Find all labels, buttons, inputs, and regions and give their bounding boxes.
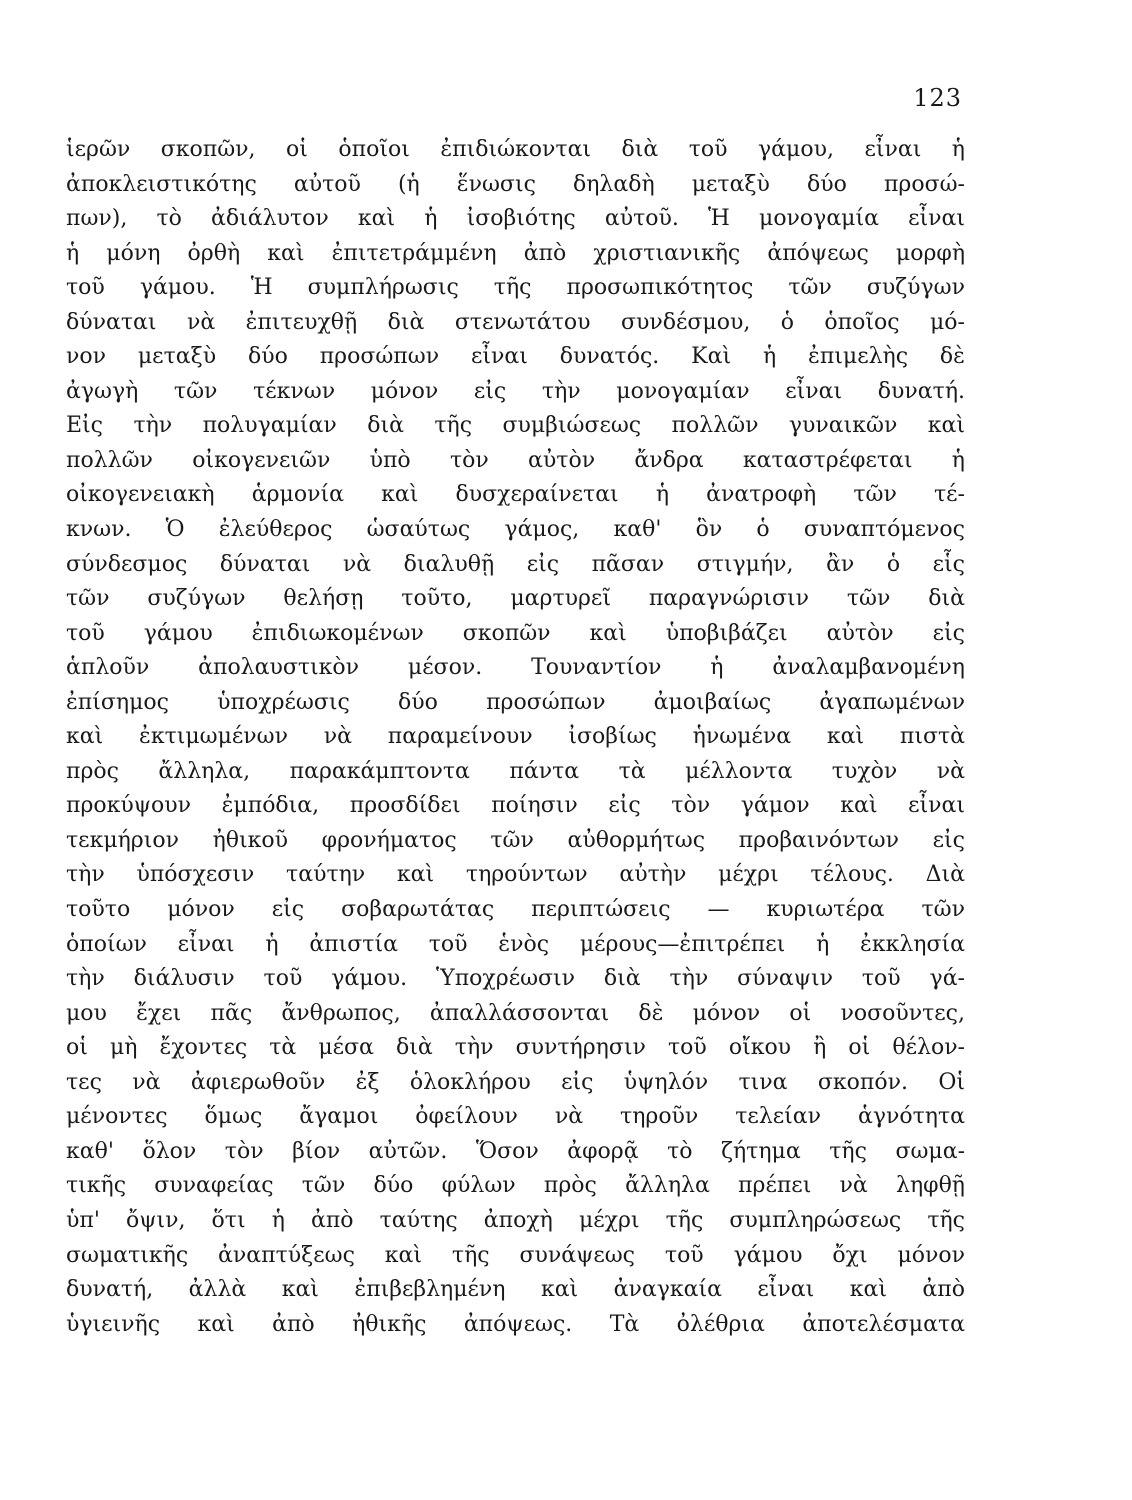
text-line: ἱερῶν σκοπῶν, οἱ ὁποῖοι ἐπιδιώκονται διὰ τοῦ γάμου, εἶναι ἡ	[66, 137, 965, 162]
text-line: τικῆς συναφείας τῶν δύο φύλων πρὸς ἄλληλα πρέπει νὰ ληφθῇ	[66, 1173, 965, 1199]
text-line: πων), τὸ ἀδιάλυτον καὶ ἡ ἰσοβιότης αὐτοῦ. Ἡ μονογαμία εἶναι	[66, 206, 965, 232]
text-line: πολλῶν οἰκογενειῶν ὑπὸ τὸν αὐτὸν ἄνδρα καταστρέφεται ἡ	[66, 447, 965, 473]
text-line: καὶ ἐκτιμωμένων νὰ παραμείνουν ἰσοβίως ἡνωμένα καὶ πιστὰ	[66, 724, 965, 750]
text-line: ἀποκλειστικότης αὐτοῦ (ἡ ἕνωσις δηλαδὴ μεταξὺ δύο προσώ-	[66, 171, 965, 197]
text-line: Εἰς τὴν πολυγαμίαν διὰ τῆς συμβιώσεως πολλῶν γυναικῶν καὶ	[66, 413, 965, 439]
text-line: τὴν ὑπόσχεσιν ταύτην καὶ τηρούντων αὐτὴν μέχρι τέλους. Διὰ	[66, 862, 965, 888]
text-line: ἀγωγὴ τῶν τέκνων μόνον εἰς τὴν μονογαμίαν εἶναι δυνατή.	[66, 378, 965, 404]
text-line: τοῦτο μόνον εἰς σοβαρωτάτας περιπτώσεις — κυριωτέρα τῶν	[66, 897, 965, 923]
page-number: 123	[913, 84, 962, 112]
text-line: κνων. Ὁ ἐλεύθερος ὡσαύτως γάμος, καθ' ὃν ὁ συναπτόμενος	[66, 517, 965, 543]
text-line: ἐπίσημος ὑποχρέωσις δύο προσώπων ἀμοιβαίως ἀγαπωμένων	[66, 689, 965, 715]
text-line: τὴν διάλυσιν τοῦ γάμου. Ὑποχρέωσιν διὰ τὴν σύναψιν τοῦ γά-	[66, 966, 965, 992]
text-line: ἁπλοῦν ἀπολαυστικὸν μέσον. Τουναντίον ἡ ἀναλαμβανομένη	[66, 655, 965, 681]
body-text	[66, 133, 965, 1342]
text-line: τεκμήριον ἠθικοῦ φρονήματος τῶν αὐθορμήτως προβαινόντων εἰς	[66, 827, 965, 853]
text-line: προκύψουν ἐμπόδια, προσδίδει ποίησιν εἰς τὸν γάμον καὶ εἶναι	[66, 793, 965, 819]
text-line: οἱ μὴ ἔχοντες τὰ μέσα διὰ τὴν συντήρησιν τοῦ οἴκου ἢ οἱ θέλον-	[66, 1035, 965, 1061]
text-line: σωματικῆς ἀναπτύξεως καὶ τῆς συνάψεως τοῦ γάμου ὄχι μόνον	[66, 1242, 965, 1268]
text-line: καθ' ὅλον τὸν βίον αὐτῶν. Ὅσον ἀφορᾷ τὸ ζήτημα τῆς σωμα-	[66, 1138, 965, 1164]
text-line: τοῦ γάμου ἐπιδιωκομένων σκοπῶν καὶ ὑποβιβάζει αὐτὸν εἰς	[66, 620, 965, 646]
text-line: μένοντες ὅμως ἄγαμοι ὀφείλουν νὰ τηροῦν τελείαν ἁγνότητα	[66, 1104, 965, 1130]
text-line: δυνατή, ἀλλὰ καὶ ἐπιβεβλημένη καὶ ἀναγκαία εἶναι καὶ ἀπὸ	[66, 1277, 965, 1303]
text-line: δύναται νὰ ἐπιτευχθῇ διὰ στενωτάτου συνδέσμου, ὁ ὁποῖος μό-	[66, 309, 965, 335]
text-line: σύνδεσμος δύναται νὰ διαλυθῇ εἰς πᾶσαν στιγμήν, ἂν ὁ εἷς	[66, 551, 965, 577]
text-line: τες νὰ ἀφιερωθοῦν ἐξ ὁλοκλήρου εἰς ὑψηλόν τινα σκοπόν. Οἱ	[66, 1069, 965, 1095]
text-line: νον μεταξὺ δύο προσώπων εἶναι δυνατός. Καὶ ἡ ἐπιμελὴς δὲ	[66, 344, 965, 370]
text-line: ὑγιεινῆς καὶ ἀπὸ ἠθικῆς ἀπόψεως. Τὰ ὀλέθρια ἀποτελέσματα	[66, 1311, 965, 1337]
text-line: πρὸς ἄλληλα, παρακάμπτοντα πάντα τὰ μέλλοντα τυχὸν νὰ	[66, 758, 965, 784]
text-line: τῶν συζύγων θελήσῃ τοῦτο, μαρτυρεῖ παραγνώρισιν τῶν διὰ	[66, 586, 965, 612]
text-line: ὁποίων εἶναι ἡ ἀπιστία τοῦ ἑνὸς μέρους—ἐπιτρέπει ἡ ἐκκλησία	[66, 931, 965, 957]
text-line: ἡ μόνη ὀρθὴ καὶ ἐπιτετράμμένη ἀπὸ χριστιανικῆς ἀπόψεως μορφὴ	[66, 240, 965, 266]
text-line: ὑπ' ὄψιν, ὅτι ἡ ἀπὸ ταύτης ἀποχὴ μέχρι τῆς συμπληρώσεως τῆς	[66, 1207, 965, 1233]
text-line: μου ἔχει πᾶς ἄνθρωπος, ἀπαλλάσσονται δὲ μόνον οἱ νοσοῦντες,	[66, 1000, 965, 1026]
text-line: τοῦ γάμου. Ἡ συμπλήρωσις τῆς προσωπικότητος τῶν συζύγων	[66, 275, 965, 301]
text-line: οἰκογενειακὴ ἁρμονία καὶ δυσχεραίνεται ἡ ἀνατροφὴ τῶν τέ-	[66, 482, 965, 508]
